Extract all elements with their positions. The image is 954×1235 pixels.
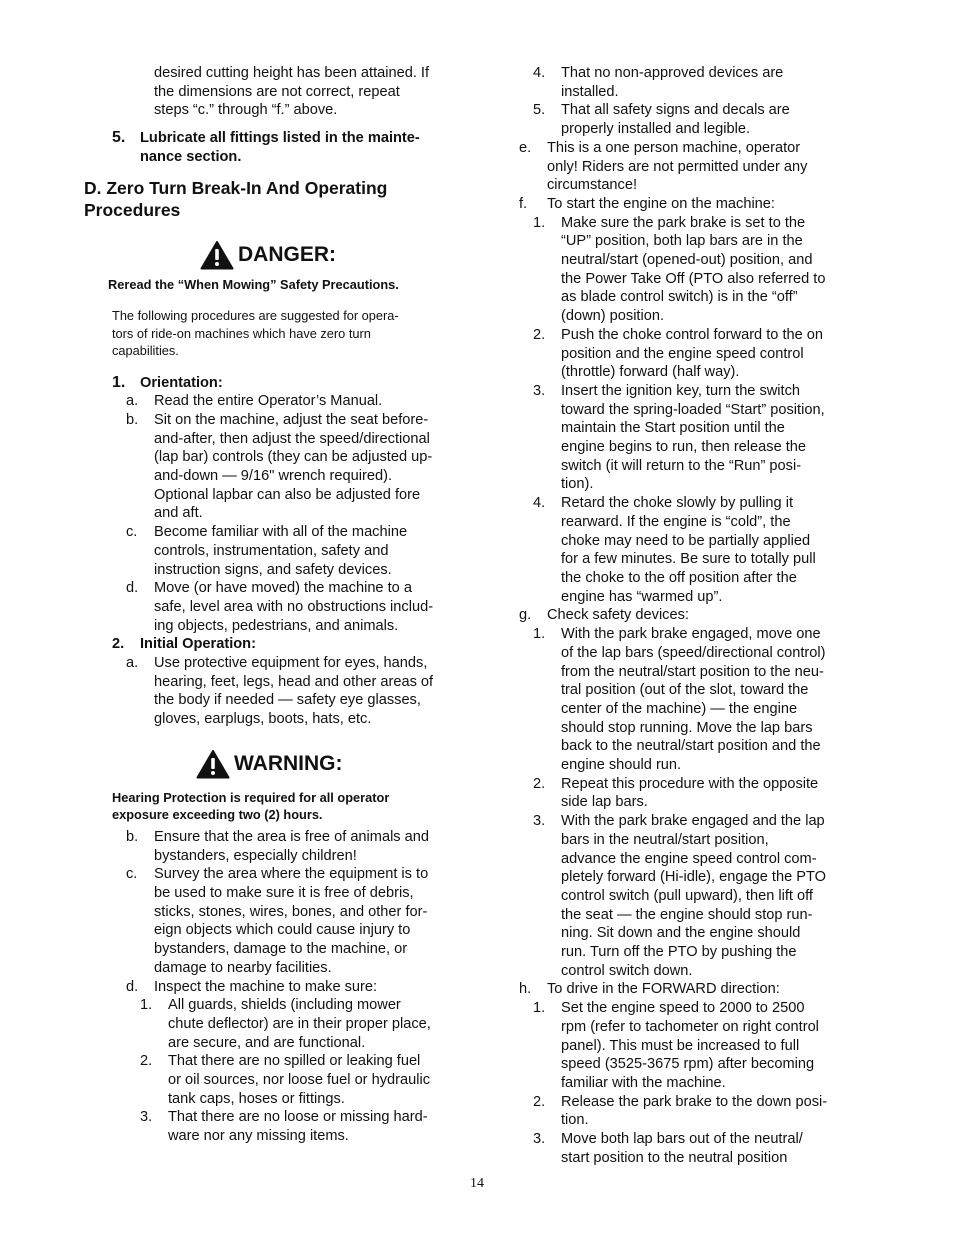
text-line: ing objects, pedestrians, and animals. — [154, 617, 399, 634]
continued-paragraph — [154, 64, 454, 120]
text-line: That there are no loose or missing hard- — [168, 1109, 428, 1126]
text-line: rearward. If the engine is “cold”, the — [561, 513, 791, 530]
list-item-orient-a — [126, 392, 454, 411]
text-line: run. Turn off the PTO by pushing the — [561, 944, 797, 961]
orientation-heading — [112, 374, 454, 393]
danger-alert — [200, 240, 454, 270]
text-line: bystanders, damage to the machine, or — [154, 941, 408, 958]
text-line: Retard the choke slowly by pulling it — [561, 495, 793, 512]
text-line: bars in the neutral/start position, — [561, 831, 769, 848]
text-line: sticks, stones, wires, bones, and other for- — [154, 903, 428, 920]
text-line: Make sure the park brake is set to the — [561, 214, 806, 231]
text-line: maintain the Start position until the — [561, 420, 785, 437]
text-line: Move both lap bars out of the neutral/ — [561, 1131, 803, 1148]
text-line: start position to the neutral position — [561, 1149, 788, 1166]
text-line: Set the engine speed to 2000 to 2500 — [561, 1000, 805, 1017]
text-line: are secure, and are functional. — [168, 1034, 366, 1051]
text-line: hearing, feet, legs, head and other areas of — [154, 673, 434, 690]
list-item-e — [519, 139, 846, 195]
text-line: (down) position. — [561, 308, 665, 325]
list-label: e. — [519, 139, 532, 156]
text-line: choke may need to be partially applied — [561, 532, 811, 549]
list-label: 1. — [533, 1000, 546, 1017]
text-line: That no non-approved devices are — [561, 65, 784, 81]
text-line: Hearing Protection is required for all operator — [112, 789, 390, 805]
list-label: 3. — [533, 382, 546, 399]
text-line: Survey the area where the equipment is to — [154, 866, 429, 883]
list-label: 2. — [533, 326, 546, 343]
list-item-init-a — [126, 654, 454, 729]
list-label: d. — [126, 978, 139, 995]
text-line: of the lap bars (speed/directional control) — [561, 644, 826, 661]
text-line: ning. Sit down and the engine should — [561, 925, 801, 942]
text-line: engine should run. — [561, 757, 682, 774]
text-line: With the park brake engaged, move one — [561, 626, 821, 643]
text-line: That all safety signs and decals are — [561, 102, 790, 119]
list-label: 2. — [112, 636, 125, 653]
list-label: b. — [126, 411, 139, 428]
list-item-f — [519, 195, 846, 214]
subheading: Initial Operation: — [140, 636, 256, 653]
list-label: 4. — [533, 495, 546, 512]
list-item-g2 — [533, 775, 846, 812]
text-line: exposure exceeding two (2) hours. — [112, 807, 323, 823]
list-item-d5 — [533, 101, 846, 138]
list-item-h3 — [533, 1130, 846, 1167]
text-line: properly installed and legible. — [561, 121, 751, 138]
heading-line: D. Zero Turn Break-In And Operating — [84, 177, 388, 198]
text-line: Move (or have moved) the machine to a — [154, 580, 412, 597]
list-item-f4 — [533, 494, 846, 606]
text-line: bystanders, especially children! — [154, 847, 357, 864]
list-item-init-c — [126, 865, 454, 977]
list-label: c. — [126, 524, 138, 541]
text-line: tank caps, hoses or fittings. — [168, 1090, 345, 1107]
list-label: 1. — [533, 626, 546, 643]
text-line: the choke to the off position after the — [561, 569, 797, 586]
list-item-init-b — [126, 828, 454, 865]
text-line: the Power Take Off (PTO also referred to — [561, 270, 826, 287]
section-heading — [84, 177, 454, 221]
text-line: steps “c.” through “f.” above. — [154, 102, 338, 119]
text-line: from the neutral/start position to the neu- — [561, 663, 824, 680]
right-column — [516, 64, 846, 1167]
text-line: panel). This must be increased to full — [561, 1037, 800, 1054]
text-line: Insert the ignition key, turn the switch — [561, 382, 801, 399]
danger-text: Reread the “When Mowing” Safety Precautions. — [108, 276, 399, 292]
text-line: tion. — [561, 1112, 589, 1129]
text-line: only! Riders are not permitted under any — [547, 158, 808, 175]
text-line: ware nor any missing items. — [168, 1128, 349, 1145]
text-line: safe, level area with no obstructions includ- — [154, 598, 434, 615]
list-label: 1. — [533, 214, 546, 231]
left-column — [84, 64, 454, 1146]
text-line: should stop running. Move the lap bars — [561, 719, 813, 736]
text-line: All guards, shields (including mower — [168, 997, 401, 1014]
list-label: 2. — [533, 775, 546, 792]
text-line: side lap bars. — [561, 794, 648, 811]
danger-title: DANGER: — [238, 242, 336, 266]
list-item-g — [519, 606, 846, 625]
list-item-h2 — [533, 1093, 846, 1130]
list-item-orient-c — [126, 523, 454, 579]
text-line: Become familiar with all of the machine — [154, 524, 408, 541]
list-item-init-d — [126, 978, 454, 997]
text-line: tral position (out of the slot, toward the — [561, 682, 809, 699]
text-line: be used to make sure it is free of debris, — [154, 884, 414, 901]
list-item-orient-b — [126, 411, 454, 523]
text-line: desired cutting height has been attained. If — [154, 65, 430, 81]
text-line: That there are no spilled or leaking fuel — [168, 1053, 421, 1070]
warning-alert — [196, 749, 454, 779]
text-line: familiar with the machine. — [561, 1074, 726, 1091]
warning-triangle-icon — [196, 749, 230, 779]
text-line: and aft. — [154, 505, 203, 522]
list-item-f2 — [533, 326, 846, 382]
text-line: tion). — [561, 476, 594, 493]
text-line: To drive in the FORWARD direction: — [547, 981, 780, 998]
text-line: neutral/start (opened-out) position, and — [561, 252, 813, 269]
text-line: as blade control switch) is in the “off” — [561, 289, 798, 306]
text-line: tors of ride-on machines which have zero turn — [112, 325, 371, 341]
list-label: 3. — [533, 1131, 546, 1148]
text-line: Lubricate all fittings listed in the mainte- — [140, 130, 420, 147]
text-line: engine begins to run, then release the — [561, 439, 807, 456]
list-label: c. — [126, 866, 138, 883]
text-line: “UP” position, both lap bars are in the — [561, 233, 803, 250]
page-number: 14 — [470, 1176, 484, 1191]
text-line: To start the engine on the machine: — [547, 195, 775, 212]
list-label: h. — [519, 981, 532, 998]
initial-operation-heading — [112, 635, 454, 654]
text-line: (lap bar) controls (they can be adjusted up- — [154, 449, 433, 466]
list-item-init-d1 — [140, 996, 454, 1052]
text-line: Inspect the machine to make sure: — [154, 978, 378, 995]
text-line: or oil sources, nor loose fuel or hydraulic — [168, 1072, 431, 1089]
text-line: damage to nearby facilities. — [154, 959, 332, 976]
step-5-lubricate — [112, 129, 454, 166]
list-item-h — [519, 980, 846, 999]
text-line: control switch (pull upward), then lift off — [561, 887, 813, 904]
text-line: Repeat this procedure with the opposite — [561, 775, 819, 792]
text-line: nance section. — [140, 148, 242, 165]
list-label: 4. — [533, 65, 546, 81]
text-line: This is a one person machine, operator — [547, 139, 801, 156]
list-label: a. — [126, 655, 139, 672]
warning-text — [112, 789, 454, 824]
text-line: for a few minutes. Be sure to totally pull — [561, 551, 816, 568]
text-line: switch (it will return to the “Run” posi- — [561, 457, 802, 474]
text-line: Sit on the machine, adjust the seat before- — [154, 411, 429, 428]
text-line: (throttle) forward (half way). — [561, 364, 740, 381]
list-item-init-d2 — [140, 1052, 454, 1108]
text-line: toward the spring-loaded “Start” position, — [561, 401, 825, 418]
text-line: Optional lapbar can also be adjusted fore — [154, 486, 421, 503]
list-label: 3. — [140, 1109, 153, 1126]
list-item-g3 — [533, 812, 846, 980]
text-line: circumstance! — [547, 177, 638, 194]
text-line: the dimensions are not correct, repeat — [154, 83, 400, 100]
heading-line: Procedures — [84, 199, 181, 220]
list-item-d4 — [533, 64, 846, 101]
text-line: Check safety devices: — [547, 607, 689, 624]
text-line: The following procedures are suggested for opera- — [112, 308, 399, 324]
text-line: With the park brake engaged and the lap — [561, 813, 825, 830]
text-line: chute deflector) are in their proper place, — [168, 1015, 431, 1032]
list-label: 1. — [140, 997, 153, 1014]
list-item-orient-d — [126, 579, 454, 635]
text-line: Read the entire Operator’s Manual. — [154, 393, 383, 410]
text-line: Use protective equipment for eyes, hands, — [154, 655, 428, 672]
text-line: Push the choke control forward to the on — [561, 326, 824, 343]
text-line: and-after, then adjust the speed/directional — [154, 430, 430, 447]
text-line: back to the neutral/start position and the — [561, 738, 821, 755]
subheading: Orientation: — [140, 374, 223, 391]
text-line: Ensure that the area is free of animals and — [154, 828, 430, 845]
text-line: and-down — 9/16" wrench required). — [154, 468, 392, 485]
text-line: the seat — the engine should stop run- — [561, 906, 813, 923]
list-item-init-d3 — [140, 1108, 454, 1145]
list-label: 5. — [112, 129, 126, 147]
text-line: the body if needed — safety eye glasses, — [154, 692, 421, 709]
text-line: instruction signs, and safety devices. — [154, 561, 392, 578]
intro-paragraph — [112, 307, 454, 360]
list-item-h1 — [533, 999, 846, 1093]
warning-triangle-icon — [200, 240, 234, 270]
list-label: 2. — [533, 1093, 546, 1110]
text-line: control switch down. — [561, 962, 693, 979]
text-line: advance the engine speed control com- — [561, 850, 817, 867]
list-item-f3 — [533, 382, 846, 494]
list-label: f. — [519, 195, 528, 212]
text-line: Release the park brake to the down posi- — [561, 1093, 828, 1110]
list-label: d. — [126, 580, 139, 597]
list-label: 5. — [533, 102, 546, 119]
list-label: a. — [126, 393, 139, 410]
list-item-f1 — [533, 214, 846, 326]
text-line: eign objects which could cause injury to — [154, 922, 411, 939]
text-line: pletely forward (Hi-idle), engage the PTO — [561, 869, 826, 886]
text-line: center of the machine) — the engine — [561, 700, 798, 717]
text-line: speed (3525-3675 rpm) after becoming — [561, 1056, 815, 1073]
text-line: engine has “warmed up”. — [561, 588, 723, 605]
text-line: controls, instrumentation, safety and — [154, 542, 389, 559]
text-line: installed. — [561, 83, 619, 100]
warning-title: WARNING: — [234, 751, 343, 775]
text-line: position and the engine speed control — [561, 345, 804, 362]
list-label: g. — [519, 607, 532, 624]
list-label: b. — [126, 828, 139, 845]
list-item-g1 — [533, 625, 846, 775]
list-label: 3. — [533, 813, 546, 830]
text-line: gloves, earplugs, boots, hats, etc. — [154, 711, 372, 728]
text-line: capabilities. — [112, 343, 179, 359]
list-label: 2. — [140, 1053, 153, 1070]
text-line: rpm (refer to tachometer on right control — [561, 1018, 819, 1035]
list-label: 1. — [112, 373, 126, 391]
